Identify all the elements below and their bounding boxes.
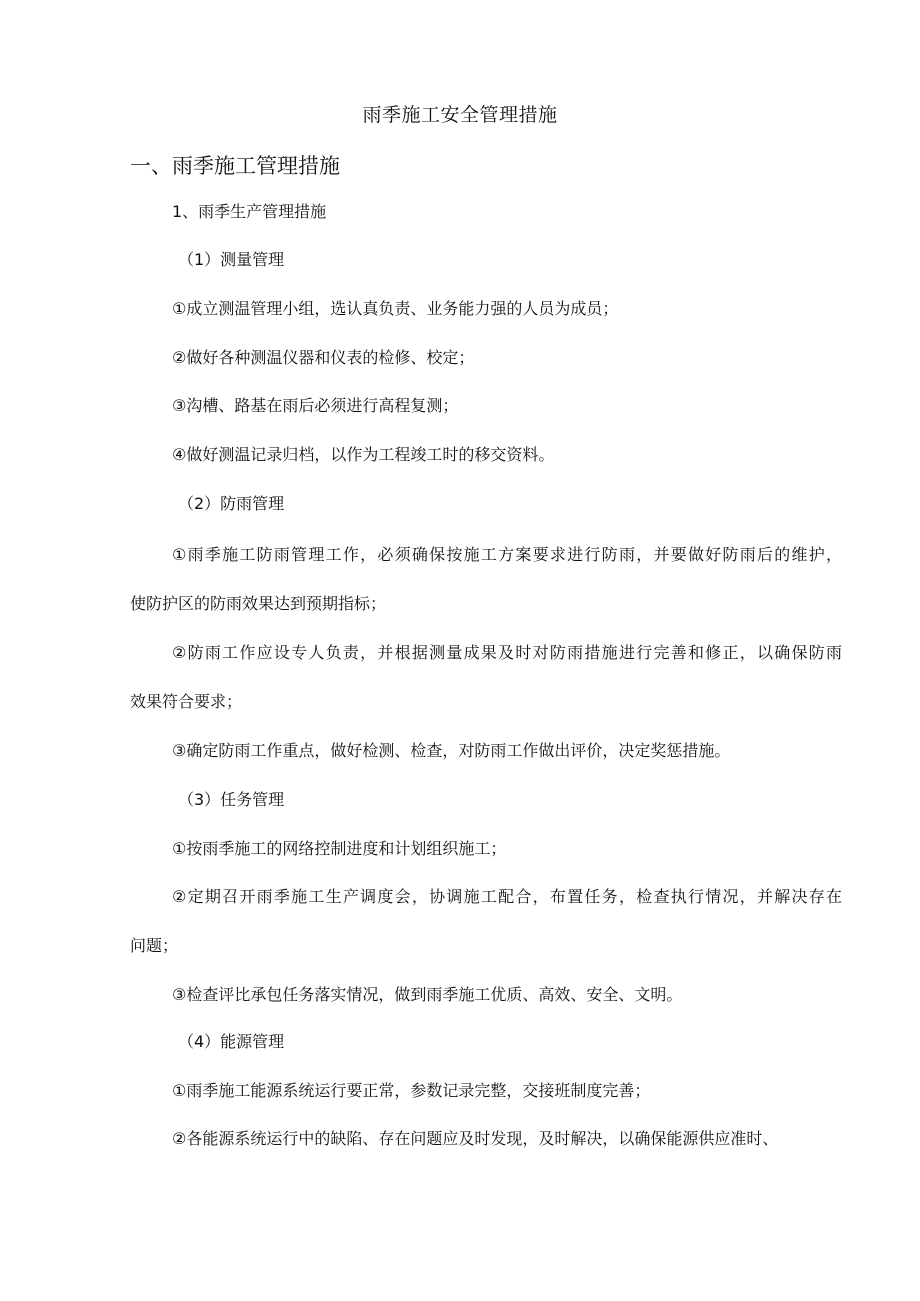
paragraph: ②定期召开雨季施工生产调度会，协调施工配合，布置任务，检查执行情况，并解决存在 [172, 887, 842, 906]
item-heading-task: （3）任务管理 [178, 790, 285, 809]
item-heading-survey: （1）测量管理 [178, 250, 285, 269]
paragraph: ②防雨工作应设专人负责，并根据测量成果及时对防雨措施进行完善和修正，以确保防雨 [172, 643, 842, 662]
item-heading-energy: （4）能源管理 [178, 1032, 285, 1051]
paragraph: ④做好测温记录归档，以作为工程竣工时的移交资料。 [172, 445, 555, 464]
section-heading: 一、雨季施工管理措施 [130, 154, 340, 178]
paragraph: ①雨季施工能源系统运行要正常，参数记录完整，交接班制度完善； [172, 1081, 651, 1100]
paragraph: ③检查评比承包任务落实情况，做到雨季施工优质、高效、安全、文明。 [172, 985, 683, 1004]
paragraph: ①雨季施工防雨管理工作，必须确保按施工方案要求进行防雨，并要做好防雨后的维护， [172, 545, 842, 564]
paragraph: ①按雨季施工的网络控制进度和计划组织施工； [172, 839, 507, 858]
paragraph: ③沟槽、路基在雨后必须进行高程复测； [172, 396, 459, 415]
item-heading-rain-protection: （2）防雨管理 [178, 494, 285, 513]
subsection-heading: 1、雨季生产管理措施 [172, 202, 327, 221]
paragraph-continuation: 效果符合要求； [130, 692, 243, 711]
paragraph: ②做好各种测温仪器和仪表的检修、校定； [172, 348, 475, 367]
paragraph-continuation: 问题； [130, 936, 179, 955]
paragraph-continuation: 使防护区的防雨效果达到预期指标； [130, 594, 387, 613]
document-title: 雨季施工安全管理措施 [362, 104, 558, 126]
paragraph: ③确定防雨工作重点，做好检测、检查，对防雨工作做出评价，决定奖惩措施。 [172, 741, 731, 760]
paragraph: ①成立测温管理小组，选认真负责、业务能力强的人员为成员； [172, 299, 619, 318]
paragraph: ②各能源系统运行中的缺陷、存在问题应及时发现，及时解决，以确保能源供应准时、 [172, 1129, 779, 1148]
